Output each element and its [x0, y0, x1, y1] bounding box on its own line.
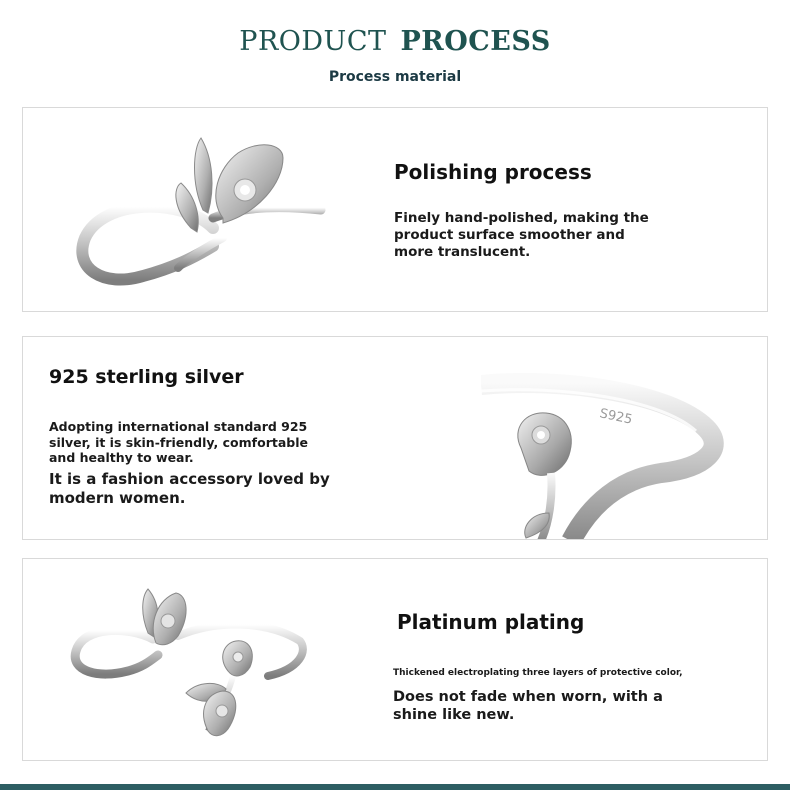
ring-image-open: [68, 581, 313, 741]
engraving-text: S925: [598, 406, 634, 428]
section-tagline: Does not fade when worn, with a shine like new.: [393, 689, 663, 723]
title-bold: PROCESS: [400, 26, 551, 57]
section-tagline: It is a fashion accessory loved by modern women.: [49, 470, 330, 507]
page-subtitle: Process material: [328, 69, 462, 85]
section-description: Thickened electroplating three layers of protective color,: [393, 668, 683, 678]
page-title: [0, 26, 790, 57]
ring-image-closeup: [481, 373, 731, 540]
ring-image-polishing: [73, 128, 333, 298]
section-polishing: [22, 107, 768, 312]
bottom-accent-bar: [0, 784, 790, 790]
section-heading: Platinum plating: [397, 610, 585, 634]
section-description: Adopting international standard 925 silver, it is skin-friendly, comfortable and healthy to wear.: [49, 419, 308, 465]
section-sterling-silver: [22, 336, 768, 540]
title-light: PRODUCT: [239, 26, 387, 57]
section-heading: Polishing process: [394, 160, 592, 184]
section-heading: 925 sterling silver: [49, 366, 244, 388]
section-description: Finely hand-polished, making the product surface smoother and more translucent.: [394, 210, 649, 260]
section-platinum-plating: [22, 558, 768, 761]
